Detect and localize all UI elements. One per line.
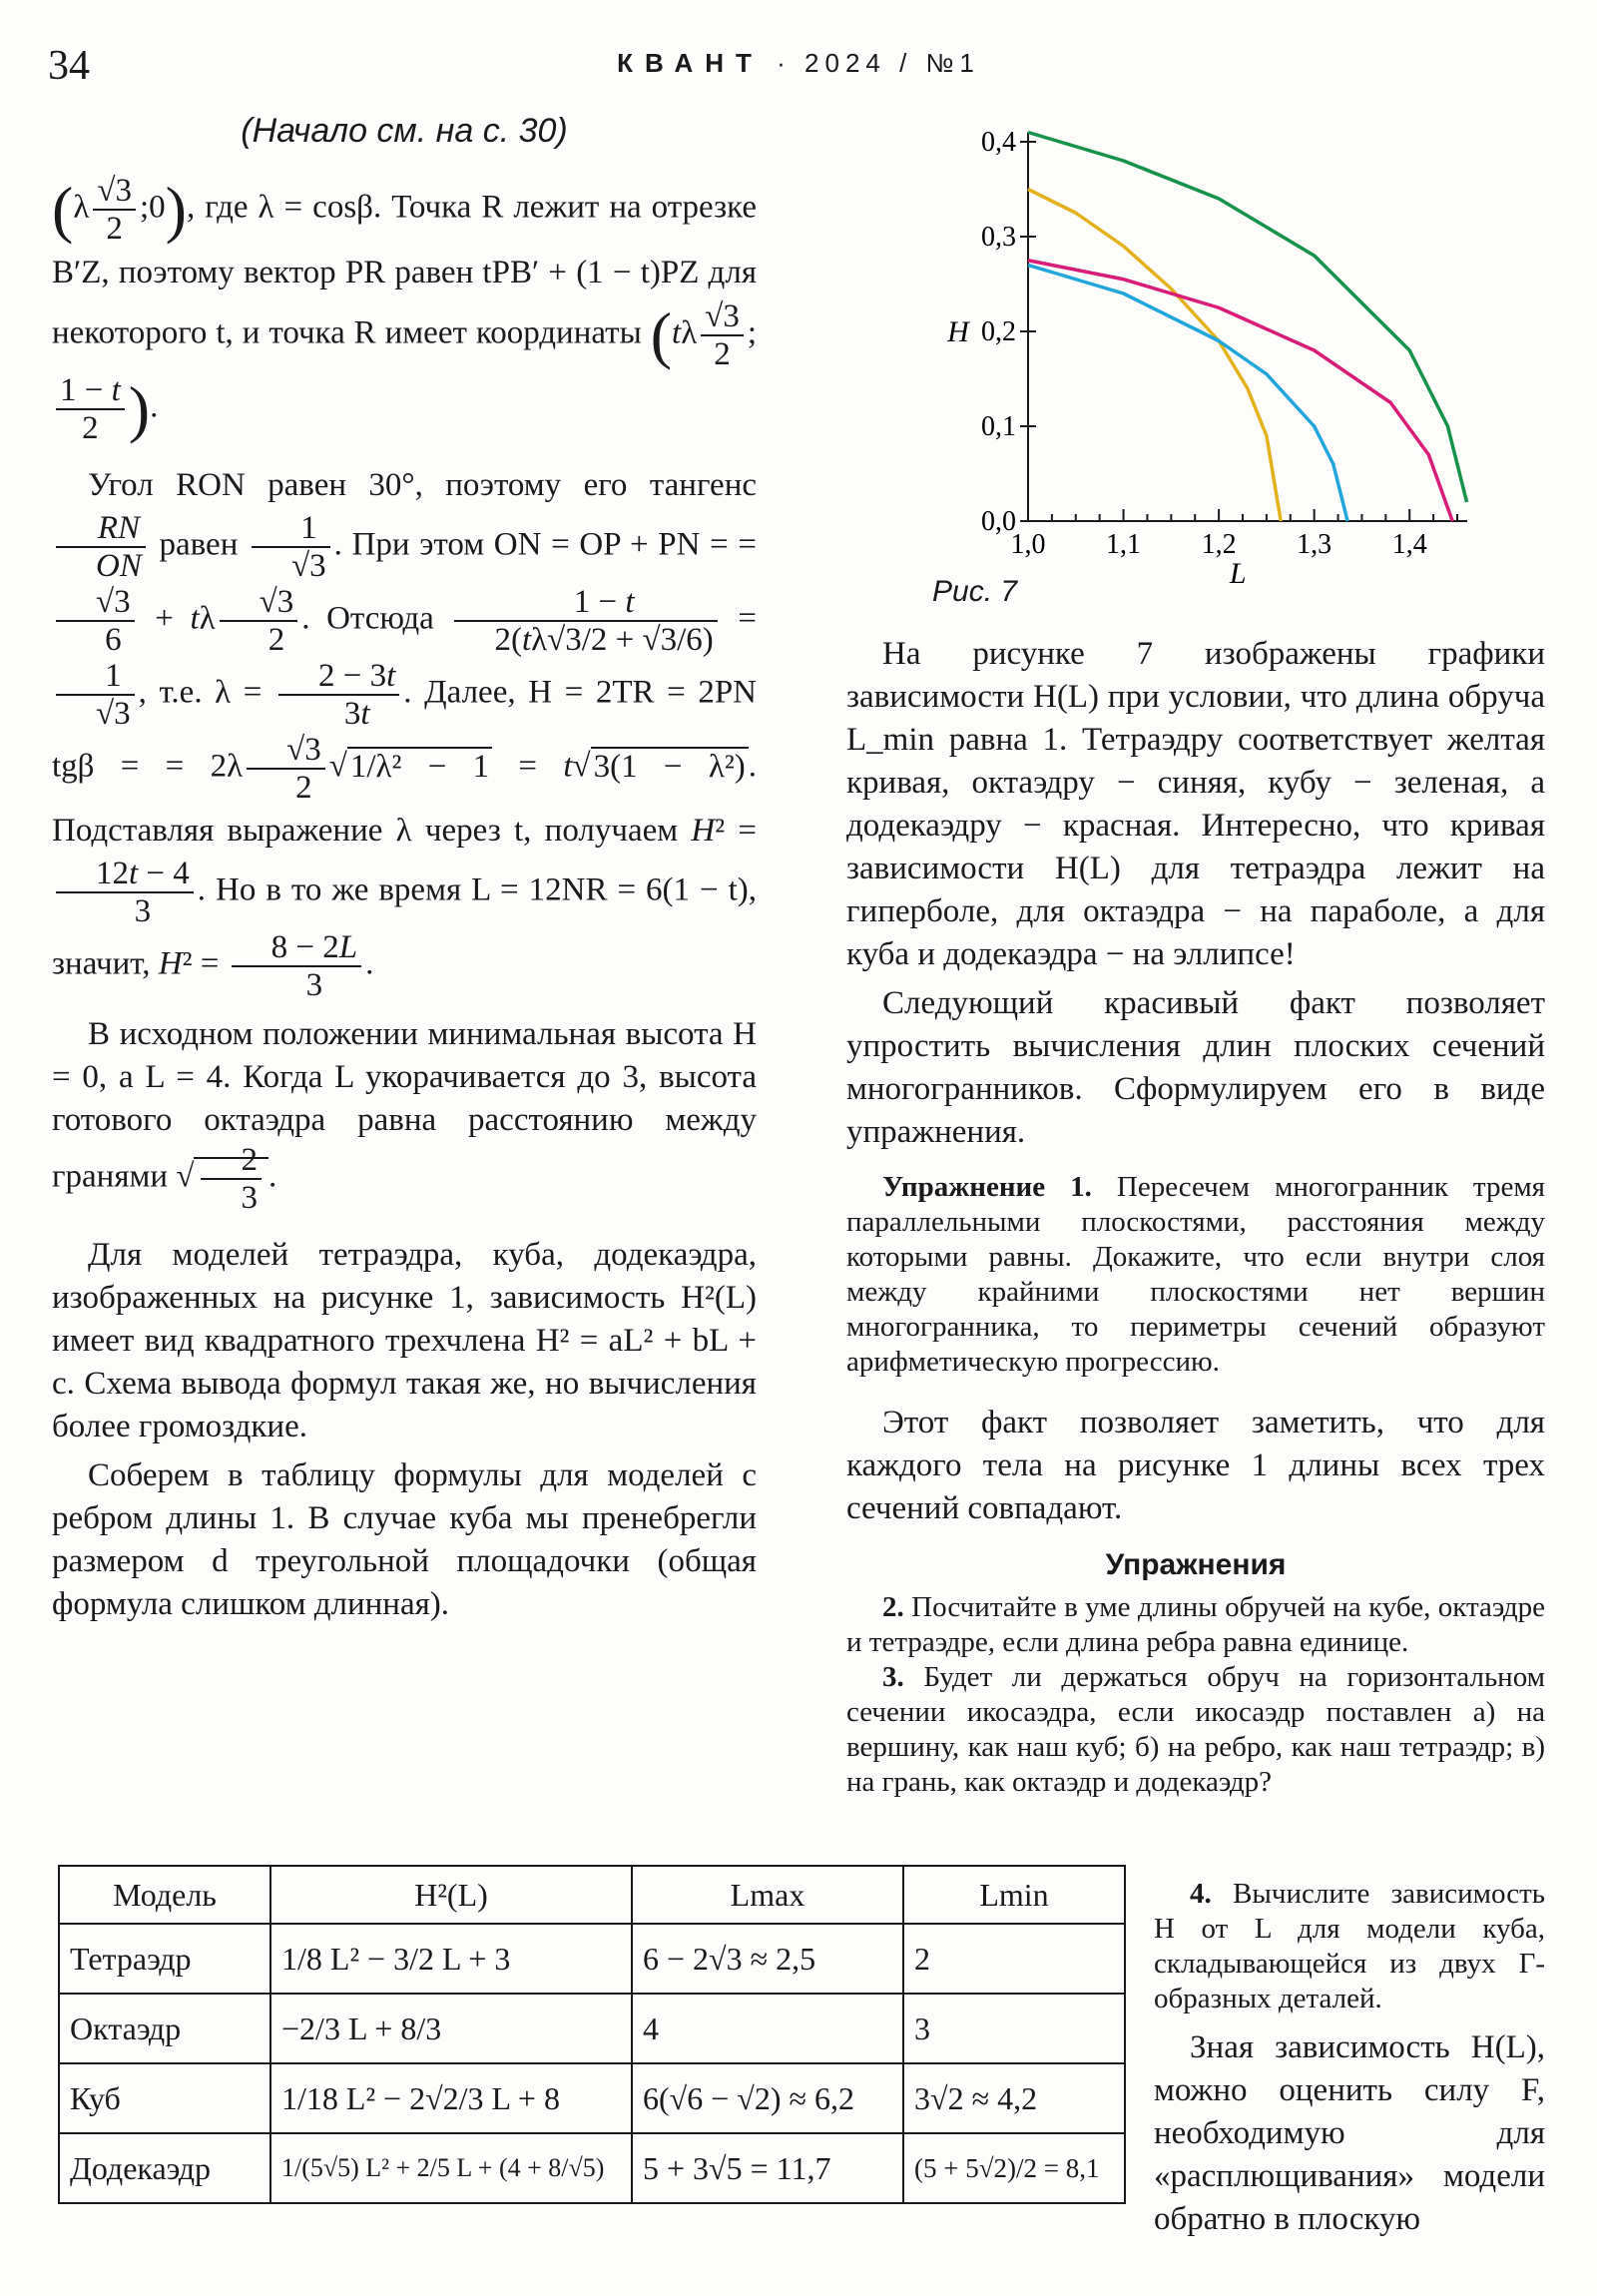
cell: Додекаэдр <box>59 2133 270 2203</box>
paragraph-initial-position: В исходном положении минимальная высота H = 0, а L = 4. Когда L укорачивается до 3, высота готового октаэдра равна расстоянию между гранями √ $\frac{2}{3}$ . <box>52 1016 757 1216</box>
x-tick-label: 1,1 <box>1106 529 1142 560</box>
exercise-4: 4. Вычислите зависимость H от L для модели куба, складывающейся из двух Г-образных деталей. <box>1154 1878 1545 2014</box>
col-lmin: Lmin <box>903 1866 1125 1924</box>
y-tick-label: 0,4 <box>981 127 1016 158</box>
col-h2: H²(L) <box>270 1866 632 1924</box>
y-tick-label: 0,1 <box>981 411 1016 442</box>
exercise-3: 3. Будет ли держаться обруч на горизонтальном сечении икосаэдра, если икосаэдр поставлен а) на вершину, как наш куб; б) на ребро, как наш тетраэдр; в) на грань, как октаэдр и додекаэдр? <box>846 1661 1545 1798</box>
cell: 6(√6 − √2) ≈ 6,2 <box>632 2063 903 2133</box>
cell: 3 <box>903 1994 1125 2063</box>
paragraph-fact-use: Этот факт позволяет заметить, что для каждого тела на рисунке 1 длины всех трех сечений совпадают. <box>846 1405 1545 1526</box>
y-tick-label: 0,0 <box>981 506 1016 537</box>
magazine-title: КВАНТ <box>617 48 764 78</box>
paragraph-angle-ron: Угол RON равен 30°, поэтому его тангенс $\frac{RN}{ON}$ равен $\frac{1}{√3}$ . При этом ON = OP + PN = = $\frac{√3}{6}$ + tλ $\frac{√3}{2}$ . Отсюда $\frac{1 - t}{2(t\lambda√3/2 + √3/6)}$ = $\frac{1}{√3}$ , т.е. λ = $\frac{2 - 3t}{3t}$ . Далее, H = 2TR = 2PN tgβ = = 2λ $\frac{√3}{2}$ √1/λ² − 1 = t√3(1 − λ²). Подставляя выражение λ через t, получаем H² = $\frac{12t - 4}{3}$ . Но в то же время L = 12NR = 6(1 − t), значит, H² = $\frac{8 - 2L}{3}$ . <box>52 467 758 1003</box>
cell: 1/8 L² − 3/2 L + 3 <box>270 1924 632 1994</box>
col-lmax: Lmax <box>632 1866 903 1924</box>
paragraph-force: Зная зависимость H(L), можно оценить силу F, необходимую для «расплющивания» модели обратно в плоскую <box>1154 2029 1545 2237</box>
exercise-2: 2. Посчитайте в уме длины обручей на кубе, октаэдре и тетраэдре, если длина ребра равна единице. <box>846 1591 1545 1658</box>
exercises-heading: Упражнения <box>1105 1548 1287 1581</box>
cell: −2/3 L + 8/3 <box>270 1994 632 2063</box>
paragraph-figure-description: На рисунке 7 изображены графики зависимости H(L) при условии, что длина обруча L_min равна 1. Тетраэдру соответствует желтая кривая, октаэдру − синяя, кубу − зеленая, а додекаэдру − красная. Интересно, что кривая зависимости H(L) для тетраэдра лежит на гиперболе, для октаэдра − на параболе, а для куба и додекаэдра − на эллипсе! <box>846 636 1545 972</box>
x-tick-label: 1,4 <box>1391 529 1427 560</box>
cell: (5 + 5√2)/2 = 8,1 <box>903 2133 1125 2203</box>
cell: Куб <box>59 2063 270 2133</box>
x-axis-label: L <box>1229 557 1247 590</box>
x-tick-label: 1,3 <box>1297 529 1332 560</box>
exercise-1-text: Пересечем многогранник тремя параллельными плоскостями, расстояния между которыми равны. Докажите, что если внутри слоя между крайними плоскостями нет вершин многогранника, то периметры сечений образуют арифметическую прогрессию. <box>846 1171 1546 1378</box>
running-header <box>0 48 1597 79</box>
table-row <box>59 2063 1125 2133</box>
exercise-1-label: Упражнение 1. <box>882 1171 1092 1203</box>
right-column <box>846 633 1545 1800</box>
series-line-куб <box>1028 133 1467 503</box>
left-column <box>52 112 757 1626</box>
paragraph-nice-fact: Следующий красивый факт позволяет упростить вычисления длин плоских сечений многогранников. Сформулируем его в виде упражнения. <box>846 985 1545 1150</box>
cell: Октаэдр <box>59 1994 270 2063</box>
x-tick-label: 1,0 <box>1010 529 1046 560</box>
y-tick-label: 0,3 <box>981 222 1016 253</box>
cell: 4 <box>632 1994 903 2063</box>
paragraph-vector-r: (λ $\frac{√3}{2}$ ;0), где λ = cosβ. Точка R лежит на отрезке B′Z, поэтому вектор PR равен tPB′ + (1 − t)PZ для некоторого t, и точка R имеет координаты (tλ $\frac{√3}{2}$ ; $\frac{1 - t}{2}$ ). <box>52 173 758 446</box>
series-line-тетраэдр <box>1028 190 1281 522</box>
table-row <box>59 1994 1125 2063</box>
continued-note: (Начало см. на с. 30) <box>241 112 568 150</box>
col-model: Модель <box>59 1866 270 1924</box>
cell: 3√2 ≈ 4,2 <box>903 2063 1125 2133</box>
cell: 1/(5√5) L² + 2/5 L + (4 + 8/√5) <box>270 2133 632 2203</box>
formula-table <box>58 1865 1126 2204</box>
exercises-list <box>846 1590 1545 1800</box>
cell: 6 − 2√3 ≈ 2,5 <box>632 1924 903 1994</box>
series-line-додекаэдр <box>1028 261 1452 521</box>
cell: 2 <box>903 1924 1125 1994</box>
exercise-1 <box>846 1170 1545 1380</box>
figure-7-caption: Рис. 7 <box>932 575 1018 608</box>
paragraph-models: Для моделей тетраэдра, куба, додекаэдра, изображенных на рисунке 1, зависимость H²(L) имеет вид квадратного трехчлена H² = aL² + bL + c. Схема вывода формул такая же, но вычисления более громоздкие. <box>52 1237 757 1444</box>
cell: Тетраэдр <box>59 1924 270 1994</box>
paragraph-table-intro: Соберем в таблицу формулы для моделей с ребром длины 1. В случае куба мы пренебрегли размером d треугольной площадочки (общая формула слишком длинная). <box>52 1457 757 1622</box>
issue-label: · 2024 / №1 <box>777 48 980 78</box>
y-axis-label: H <box>947 315 969 348</box>
table-row <box>59 2133 1125 2203</box>
series-line-октаэдр <box>1028 266 1347 522</box>
formula-table-wrap <box>58 1865 1126 2204</box>
page-number: 34 <box>48 43 90 89</box>
figure-7-chart <box>928 112 1497 631</box>
y-tick-label: 0,2 <box>981 316 1016 347</box>
cell: 1/18 L² − 2√2/3 L + 8 <box>270 2063 632 2133</box>
cell: 5 + 3√5 = 11,7 <box>632 2133 903 2203</box>
x-tick-label: 1,2 <box>1201 529 1237 560</box>
exercise-4-block <box>1154 1877 1545 2016</box>
table-header-row <box>59 1866 1125 1924</box>
table-row <box>59 1924 1125 1994</box>
